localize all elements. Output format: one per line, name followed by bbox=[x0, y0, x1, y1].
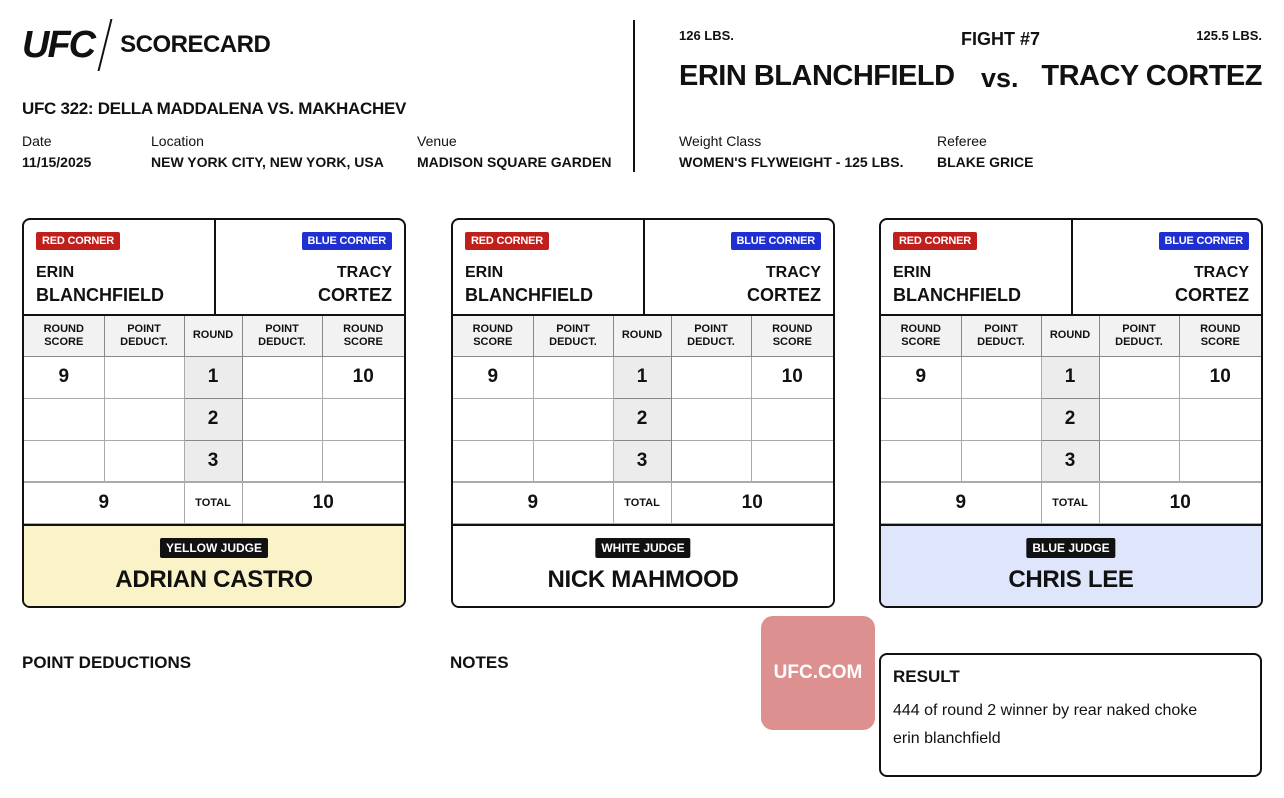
judge-footer bbox=[881, 524, 1261, 608]
result-heading: RESULT bbox=[893, 667, 960, 686]
fighters-header bbox=[881, 220, 1261, 316]
header-point-deduct: POINT DEDUCT. bbox=[533, 316, 613, 356]
round-number: 2 bbox=[184, 398, 242, 440]
red-round-score bbox=[24, 440, 104, 482]
red-corner-badge: RED CORNER bbox=[893, 232, 977, 250]
red-point-deduction bbox=[104, 440, 184, 482]
red-round-score bbox=[453, 440, 533, 482]
red-first-name: ERIN bbox=[36, 264, 75, 281]
red-point-deduction bbox=[961, 356, 1041, 398]
header-round: ROUND bbox=[613, 316, 671, 356]
round-row bbox=[453, 356, 833, 398]
total-label: TOTAL bbox=[613, 482, 671, 524]
blue-first-name: TRACY bbox=[765, 264, 821, 281]
round-number: 2 bbox=[613, 398, 671, 440]
red-point-deduction bbox=[961, 398, 1041, 440]
red-fighter-name: ERIN BLANCHFIELD bbox=[679, 60, 955, 92]
total-row bbox=[24, 482, 404, 524]
header-divider bbox=[633, 20, 635, 172]
red-point-deduction bbox=[533, 398, 613, 440]
total-row bbox=[453, 482, 833, 524]
round-number: 1 bbox=[1041, 356, 1099, 398]
judge-name: CHRIS LEE bbox=[1008, 566, 1134, 593]
red-first-name: ERIN bbox=[465, 264, 504, 281]
vs-label: vs. bbox=[981, 63, 1019, 93]
blue-last-name: CORTEZ bbox=[747, 285, 821, 305]
blue-round-score bbox=[322, 398, 404, 440]
red-last-name: BLANCHFIELD bbox=[465, 285, 593, 305]
venue-label: Venue bbox=[417, 133, 457, 149]
blue-first-name: TRACY bbox=[336, 264, 392, 281]
blue-round-score bbox=[1179, 440, 1261, 482]
blue-weight: 125.5 LBS. bbox=[1196, 28, 1262, 43]
round-number: 3 bbox=[613, 440, 671, 482]
location-value: NEW YORK CITY, NEW YORK, USA bbox=[151, 154, 384, 170]
round-row bbox=[881, 398, 1261, 440]
blue-round-score: 10 bbox=[1179, 356, 1261, 398]
blue-point-deduction bbox=[671, 398, 751, 440]
round-row bbox=[881, 440, 1261, 482]
score-table-header bbox=[453, 316, 833, 356]
blue-round-score: 10 bbox=[751, 356, 833, 398]
header-point-deduct: POINT DEDUCT. bbox=[104, 316, 184, 356]
score-table-header bbox=[24, 316, 404, 356]
location-label: Location bbox=[151, 133, 204, 149]
red-round-score bbox=[24, 398, 104, 440]
total-row bbox=[881, 482, 1261, 524]
corner-divider bbox=[643, 220, 645, 316]
header-round-score: ROUND SCORE bbox=[751, 316, 833, 356]
header-round-score: ROUND SCORE bbox=[24, 316, 104, 356]
scorecard-title: SCORECARD bbox=[120, 31, 271, 58]
red-total: 9 bbox=[881, 482, 1041, 524]
round-number: 1 bbox=[184, 356, 242, 398]
red-weight: 126 LBS. bbox=[679, 28, 734, 43]
blue-round-score bbox=[751, 398, 833, 440]
blue-corner-badge: BLUE CORNER bbox=[302, 232, 392, 250]
red-corner-fighter bbox=[36, 262, 164, 306]
blue-point-deduction bbox=[671, 440, 751, 482]
blue-total: 10 bbox=[671, 482, 833, 524]
blue-point-deduction bbox=[1099, 356, 1179, 398]
result-line-1: 444 of round 2 winner by rear naked choke bbox=[893, 702, 1198, 719]
header-point-deduct: POINT DEDUCT. bbox=[671, 316, 751, 356]
judge-name: NICK MAHMOOD bbox=[547, 566, 739, 593]
judge-footer bbox=[24, 524, 404, 608]
red-first-name: ERIN bbox=[893, 264, 932, 281]
red-corner-fighter bbox=[465, 262, 593, 306]
judge-color-tag: BLUE JUDGE bbox=[1026, 538, 1115, 558]
red-point-deduction bbox=[961, 440, 1041, 482]
blue-corner-fighter bbox=[1175, 262, 1249, 306]
blue-corner-badge: BLUE CORNER bbox=[1159, 232, 1249, 250]
red-round-score: 9 bbox=[881, 356, 961, 398]
blue-corner-badge: BLUE CORNER bbox=[731, 232, 821, 250]
judge-color-tag: WHITE JUDGE bbox=[595, 538, 690, 558]
blue-point-deduction bbox=[1099, 398, 1179, 440]
blue-point-deduction bbox=[671, 356, 751, 398]
round-row bbox=[24, 440, 404, 482]
venue-value: MADISON SQUARE GARDEN bbox=[417, 154, 612, 170]
round-number: 1 bbox=[613, 356, 671, 398]
round-number: 3 bbox=[184, 440, 242, 482]
fight-number: FIGHT #7 bbox=[961, 29, 1041, 49]
blue-total: 10 bbox=[242, 482, 404, 524]
judge-color-tag: YELLOW JUDGE bbox=[160, 538, 268, 558]
header-point-deduct: POINT DEDUCT. bbox=[242, 316, 322, 356]
header-round-score: ROUND SCORE bbox=[881, 316, 961, 356]
header-round: ROUND bbox=[184, 316, 242, 356]
corner-divider bbox=[1071, 220, 1073, 316]
header-point-deduct: POINT DEDUCT. bbox=[1099, 316, 1179, 356]
round-row bbox=[453, 440, 833, 482]
blue-total: 10 bbox=[1099, 482, 1261, 524]
fighters-header bbox=[24, 220, 404, 316]
result-line-2: erin blanchfield bbox=[893, 730, 1001, 747]
round-row bbox=[881, 356, 1261, 398]
blue-point-deduction bbox=[242, 356, 322, 398]
blue-corner-fighter bbox=[747, 262, 821, 306]
blue-fighter-name: TRACY CORTEZ bbox=[1041, 60, 1262, 92]
blue-point-deduction bbox=[242, 398, 322, 440]
logo-divider bbox=[98, 19, 113, 71]
score-table-header bbox=[881, 316, 1261, 356]
ufc-scorecard-logo bbox=[22, 20, 292, 70]
blue-round-score: 10 bbox=[322, 356, 404, 398]
blue-last-name: CORTEZ bbox=[1175, 285, 1249, 305]
fighters-header bbox=[453, 220, 833, 316]
ufc-com-text: UFC.COM bbox=[773, 662, 863, 683]
red-round-score bbox=[453, 398, 533, 440]
red-total: 9 bbox=[24, 482, 184, 524]
header-round-score: ROUND SCORE bbox=[1179, 316, 1261, 356]
red-last-name: BLANCHFIELD bbox=[893, 285, 1021, 305]
red-round-score: 9 bbox=[24, 356, 104, 398]
round-row bbox=[24, 398, 404, 440]
header-point-deduct: POINT DEDUCT. bbox=[961, 316, 1041, 356]
red-total: 9 bbox=[453, 482, 613, 524]
red-point-deduction bbox=[533, 356, 613, 398]
point-deductions-heading: POINT DEDUCTIONS bbox=[22, 653, 192, 672]
ufc-logo: UFC bbox=[22, 23, 95, 66]
scorecard-judge-1 bbox=[22, 218, 406, 608]
scorecard-judge-2 bbox=[451, 218, 835, 608]
score-table bbox=[453, 316, 833, 525]
red-round-score bbox=[881, 398, 961, 440]
round-number: 2 bbox=[1041, 398, 1099, 440]
date-label: Date bbox=[22, 133, 52, 149]
red-corner-fighter bbox=[893, 262, 1021, 306]
red-point-deduction bbox=[533, 440, 613, 482]
judge-footer bbox=[453, 524, 833, 608]
score-table bbox=[24, 316, 404, 525]
score-table bbox=[881, 316, 1261, 525]
round-row bbox=[453, 398, 833, 440]
red-point-deduction bbox=[104, 398, 184, 440]
weight-class-label: Weight Class bbox=[679, 133, 762, 149]
result-box bbox=[879, 653, 1262, 777]
red-round-score bbox=[881, 440, 961, 482]
header-round-score: ROUND SCORE bbox=[453, 316, 533, 356]
red-corner-badge: RED CORNER bbox=[465, 232, 549, 250]
red-round-score: 9 bbox=[453, 356, 533, 398]
blue-point-deduction bbox=[242, 440, 322, 482]
referee-label: Referee bbox=[937, 133, 987, 149]
blue-round-score bbox=[1179, 398, 1261, 440]
blue-round-score bbox=[751, 440, 833, 482]
corner-divider bbox=[214, 220, 216, 316]
judge-name: ADRIAN CASTRO bbox=[115, 566, 313, 593]
blue-point-deduction bbox=[1099, 440, 1179, 482]
header-round-score: ROUND SCORE bbox=[322, 316, 404, 356]
total-label: TOTAL bbox=[1041, 482, 1099, 524]
event-title: UFC 322: DELLA MADDALENA VS. MAKHACHEV bbox=[22, 99, 407, 118]
red-point-deduction bbox=[104, 356, 184, 398]
blue-last-name: CORTEZ bbox=[318, 285, 392, 305]
blue-first-name: TRACY bbox=[1193, 264, 1249, 281]
red-last-name: BLANCHFIELD bbox=[36, 285, 164, 305]
date-value: 11/15/2025 bbox=[22, 154, 92, 170]
total-label: TOTAL bbox=[184, 482, 242, 524]
scorecard-judge-3 bbox=[879, 218, 1263, 608]
referee-value: BLAKE GRICE bbox=[937, 154, 1034, 170]
blue-round-score bbox=[322, 440, 404, 482]
notes-heading: NOTES bbox=[450, 653, 509, 672]
red-corner-badge: RED CORNER bbox=[36, 232, 120, 250]
header-round: ROUND bbox=[1041, 316, 1099, 356]
blue-corner-fighter bbox=[318, 262, 392, 306]
round-number: 3 bbox=[1041, 440, 1099, 482]
round-row bbox=[24, 356, 404, 398]
weight-class-value: WOMEN'S FLYWEIGHT - 125 LBS. bbox=[679, 154, 904, 170]
ufc-com-watermark bbox=[761, 616, 875, 730]
